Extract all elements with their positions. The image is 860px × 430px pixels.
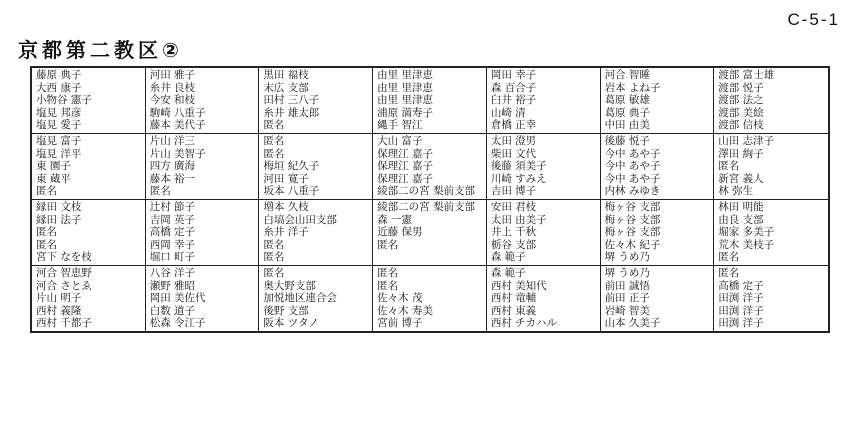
donor-name: 森 一憲 bbox=[377, 213, 412, 226]
donor-name: 後野 支部 bbox=[263, 304, 309, 317]
donor-name: 駒崎 八重子 bbox=[149, 106, 206, 119]
donor-name: 糸井 良枝 bbox=[149, 81, 196, 94]
table-column bbox=[259, 68, 373, 331]
donor-name-table bbox=[30, 66, 830, 333]
donor-name: 安田 君枝 bbox=[490, 200, 537, 213]
donor-name: 大山 富子 bbox=[377, 134, 423, 147]
name-block bbox=[32, 134, 145, 200]
donor-name: 白塙会山田支部 bbox=[263, 213, 337, 226]
donor-name: 塩見 愛子 bbox=[36, 119, 82, 132]
donor-name: 匿名 bbox=[718, 266, 740, 279]
donor-name: 東 蔵平 bbox=[36, 172, 71, 185]
donor-name: 前田 誠悟 bbox=[604, 279, 650, 292]
donor-name: 由良 支部 bbox=[718, 213, 764, 226]
donor-name: 堺 うめ乃 bbox=[604, 266, 650, 279]
donor-name: 加悦地区連合会 bbox=[263, 292, 337, 305]
donor-name: 今安 和枝 bbox=[149, 94, 196, 107]
donor-name: 西岡 幸子 bbox=[149, 238, 196, 251]
donor-name: 葛原 敏雄 bbox=[604, 94, 650, 107]
donor-name: 匿名 bbox=[718, 251, 740, 264]
donor-name: 田渕 洋子 bbox=[718, 292, 764, 305]
donor-name: 匿名 bbox=[263, 147, 285, 160]
donor-name: 匿名 bbox=[263, 266, 285, 279]
donor-name: 増本 久枝 bbox=[263, 200, 309, 213]
donor-name: 保理江 嘉子 bbox=[377, 172, 433, 185]
donor-name: 佐々木 紀子 bbox=[604, 238, 661, 251]
donor-name: 辻村 節子 bbox=[149, 200, 196, 213]
donor-name: 前田 正子 bbox=[604, 292, 650, 305]
donor-name: 河合 智睡 bbox=[604, 69, 650, 81]
name-block bbox=[714, 266, 828, 331]
donor-name: 浦原 満寿子 bbox=[377, 106, 433, 119]
name-block bbox=[714, 200, 828, 266]
donor-name: 山田 志津子 bbox=[718, 134, 775, 147]
donor-name: 藤本 美代子 bbox=[149, 119, 206, 132]
name-block bbox=[259, 68, 372, 134]
donor-name: 岡田 幸子 bbox=[490, 69, 537, 81]
name-block bbox=[32, 266, 145, 331]
donor-name: 西村 義隆 bbox=[36, 304, 82, 317]
name-block bbox=[146, 200, 259, 266]
table-column bbox=[487, 68, 601, 331]
donor-name: 岩本 よね子 bbox=[604, 81, 661, 94]
donor-name: 河合 智恵野 bbox=[36, 266, 92, 279]
name-block bbox=[32, 200, 145, 266]
donor-name: 匿名 bbox=[377, 266, 399, 279]
donor-name: 由里 里津恵 bbox=[377, 69, 433, 81]
donor-name: 片山 美智子 bbox=[149, 147, 206, 160]
donor-name: 片山 明子 bbox=[36, 292, 82, 305]
donor-name: 匿名 bbox=[149, 185, 171, 198]
donor-name: 末広 支部 bbox=[263, 81, 309, 94]
donor-name: 今中 あや子 bbox=[604, 160, 661, 173]
donor-name: 林田 明能 bbox=[718, 200, 764, 213]
table-column bbox=[146, 68, 260, 331]
donor-name: 梅ヶ谷 支部 bbox=[604, 200, 661, 213]
donor-name: 太田 澄男 bbox=[490, 134, 537, 147]
donor-name: 臼井 裕子 bbox=[490, 94, 537, 107]
donor-name: 河田 寛子 bbox=[263, 172, 309, 185]
donor-name: 堀口 町子 bbox=[149, 251, 196, 264]
donor-name: 渡部 富士雄 bbox=[718, 69, 775, 81]
donor-name: 匿名 bbox=[263, 251, 285, 264]
donor-name: 匿名 bbox=[36, 185, 57, 198]
name-block bbox=[373, 68, 486, 134]
donor-name: 松森 令江子 bbox=[149, 317, 206, 330]
donor-name: 林 弥生 bbox=[718, 185, 754, 198]
name-block bbox=[714, 68, 828, 134]
name-block bbox=[487, 266, 600, 331]
donor-name: 荒木 美枝子 bbox=[718, 238, 775, 251]
donor-name: 佐々木 寿美 bbox=[377, 304, 433, 317]
donor-name: 塩見 邦彦 bbox=[36, 106, 82, 119]
donor-name: 栃谷 支部 bbox=[490, 238, 537, 251]
name-block bbox=[601, 200, 714, 266]
donor-name: 阪本 ツタノ bbox=[263, 317, 319, 330]
donor-name: 河合 さとゑ bbox=[36, 279, 92, 292]
donor-name: 内林 みゆき bbox=[604, 185, 661, 198]
donor-name: 奥大野支部 bbox=[263, 279, 316, 292]
donor-name: 森 範子 bbox=[490, 266, 526, 279]
donor-name: 匿名 bbox=[263, 119, 285, 132]
donor-name: 匿名 bbox=[263, 238, 285, 251]
donor-name: 匿名 bbox=[718, 160, 740, 173]
donor-name: 田渕 洋子 bbox=[718, 317, 764, 330]
donor-name: 東 園子 bbox=[36, 160, 71, 173]
donor-name: 渡部 信枝 bbox=[718, 119, 764, 132]
donor-name: 山本 久美子 bbox=[604, 317, 661, 330]
donor-name: 匿名 bbox=[377, 238, 399, 251]
donor-name: 匿名 bbox=[377, 279, 399, 292]
donor-name: 田村 三八子 bbox=[263, 94, 320, 107]
donor-name: 岡田 美佐代 bbox=[149, 292, 206, 305]
donor-name: 佐々木 茂 bbox=[377, 292, 423, 305]
donor-name: 中田 由美 bbox=[604, 119, 650, 132]
donor-name: 縁田 文枝 bbox=[36, 200, 82, 213]
name-block bbox=[714, 134, 828, 200]
donor-name: 綾部二の宮 梨前支部 bbox=[377, 185, 475, 198]
donor-name: 新宮 義人 bbox=[718, 172, 764, 185]
donor-name: 縄手 智江 bbox=[377, 119, 423, 132]
donor-name: 今中 あや子 bbox=[604, 172, 661, 185]
donor-name: 川崎 すみえ bbox=[490, 172, 547, 185]
donor-name: 白数 道子 bbox=[149, 304, 196, 317]
name-block bbox=[146, 266, 259, 331]
name-block bbox=[259, 134, 372, 200]
donor-name bbox=[373, 251, 486, 264]
donor-name: 糸井 洋子 bbox=[263, 226, 309, 239]
donor-name: 渡部 法之 bbox=[718, 94, 764, 107]
table-column bbox=[32, 68, 146, 331]
donor-name: 瀬野 雅昭 bbox=[149, 279, 196, 292]
donor-name: 片山 洋三 bbox=[149, 134, 196, 147]
name-block bbox=[32, 68, 145, 134]
donor-name: 糸井 雄太郎 bbox=[263, 106, 320, 119]
donor-name: 森 百合子 bbox=[490, 81, 537, 94]
donor-name: 塩見 洋平 bbox=[36, 147, 82, 160]
donor-name: 藤本 裕一 bbox=[149, 172, 196, 185]
donor-name: 梅ヶ谷 支部 bbox=[604, 226, 661, 239]
donor-name: 西村 チカハル bbox=[490, 317, 557, 330]
donor-name: 柴田 文代 bbox=[490, 147, 537, 160]
donor-name: 匿名 bbox=[36, 238, 57, 251]
donor-name: 後藤 須美子 bbox=[490, 160, 547, 173]
donor-name: 匿名 bbox=[36, 226, 57, 239]
donor-name: 吉田 博子 bbox=[490, 185, 537, 198]
page-code: C-5-1 bbox=[787, 10, 840, 29]
name-block bbox=[601, 68, 714, 134]
donor-name: 縁田 法子 bbox=[36, 213, 82, 226]
donor-name: 坂本 八重子 bbox=[263, 185, 320, 198]
table-column bbox=[373, 68, 487, 331]
donor-name: 山崎 清 bbox=[490, 106, 526, 119]
page-title: 京都第二教区② bbox=[18, 38, 183, 62]
donor-name: 吉岡 英子 bbox=[149, 213, 196, 226]
donor-name: 太田 由美子 bbox=[490, 213, 547, 226]
name-block bbox=[601, 134, 714, 200]
donor-name: 黒田 福枝 bbox=[263, 69, 309, 81]
donor-name: 今中 あや子 bbox=[604, 147, 661, 160]
donor-name: 渡部 美絵 bbox=[718, 106, 764, 119]
donor-name: 塩見 富子 bbox=[36, 134, 82, 147]
donor-name: 由里 里津恵 bbox=[377, 94, 433, 107]
donor-name: 宮下 なを枝 bbox=[36, 251, 92, 264]
name-block bbox=[487, 68, 600, 134]
donor-name: 八谷 洋子 bbox=[149, 266, 196, 279]
donor-name: 堺 うめ乃 bbox=[604, 251, 650, 264]
donor-name: 由里 里津恵 bbox=[377, 81, 433, 94]
donor-name: 綾部二の宮 梨前支部 bbox=[377, 200, 475, 213]
donor-name: 保理江 嘉子 bbox=[377, 147, 433, 160]
donor-name: 梅垣 紀久子 bbox=[263, 160, 320, 173]
donor-name: 西村 竜輔 bbox=[490, 292, 537, 305]
donor-name: 岩崎 智美 bbox=[604, 304, 650, 317]
name-block bbox=[146, 134, 259, 200]
donor-name: 後藤 悦子 bbox=[604, 134, 650, 147]
donor-name: 匿名 bbox=[263, 134, 285, 147]
donor-name: 小物谷 憲子 bbox=[36, 94, 92, 107]
donor-name: 西村 東義 bbox=[490, 304, 537, 317]
donor-name: 保理江 嘉子 bbox=[377, 160, 433, 173]
donor-name: 四方 廣海 bbox=[149, 160, 196, 173]
donor-name: 葛原 典子 bbox=[604, 106, 650, 119]
donor-name: 倉橋 正幸 bbox=[490, 119, 537, 132]
name-block bbox=[146, 68, 259, 134]
donor-name: 宮前 博子 bbox=[377, 317, 423, 330]
donor-name: 高橋 定子 bbox=[718, 279, 764, 292]
name-block bbox=[373, 200, 486, 266]
name-block bbox=[373, 134, 486, 200]
donor-name: 梅ヶ谷 支部 bbox=[604, 213, 661, 226]
name-block bbox=[601, 266, 714, 331]
donor-name: 澤田 絢子 bbox=[718, 147, 764, 160]
name-block bbox=[487, 200, 600, 266]
name-block bbox=[259, 266, 372, 331]
donor-name: 藤原 典子 bbox=[36, 69, 82, 81]
name-block bbox=[373, 266, 486, 331]
name-block bbox=[487, 134, 600, 200]
donor-name: 大西 康子 bbox=[36, 81, 82, 94]
donor-name: 河田 雅子 bbox=[149, 69, 196, 81]
donor-name: 堀家 多美子 bbox=[718, 226, 775, 239]
donor-name: 近藤 保男 bbox=[377, 226, 423, 239]
donor-name: 森 範子 bbox=[490, 251, 526, 264]
table-column bbox=[714, 68, 828, 331]
table-column bbox=[601, 68, 715, 331]
donor-name: 田渕 洋子 bbox=[718, 304, 764, 317]
donor-name: 高橋 定子 bbox=[149, 226, 196, 239]
donor-name: 渡部 悦子 bbox=[718, 81, 764, 94]
name-block bbox=[259, 200, 372, 266]
donor-name: 西村 千都子 bbox=[36, 317, 92, 330]
donor-name: 井上 千秋 bbox=[490, 226, 537, 239]
donor-name: 西村 美知代 bbox=[490, 279, 547, 292]
